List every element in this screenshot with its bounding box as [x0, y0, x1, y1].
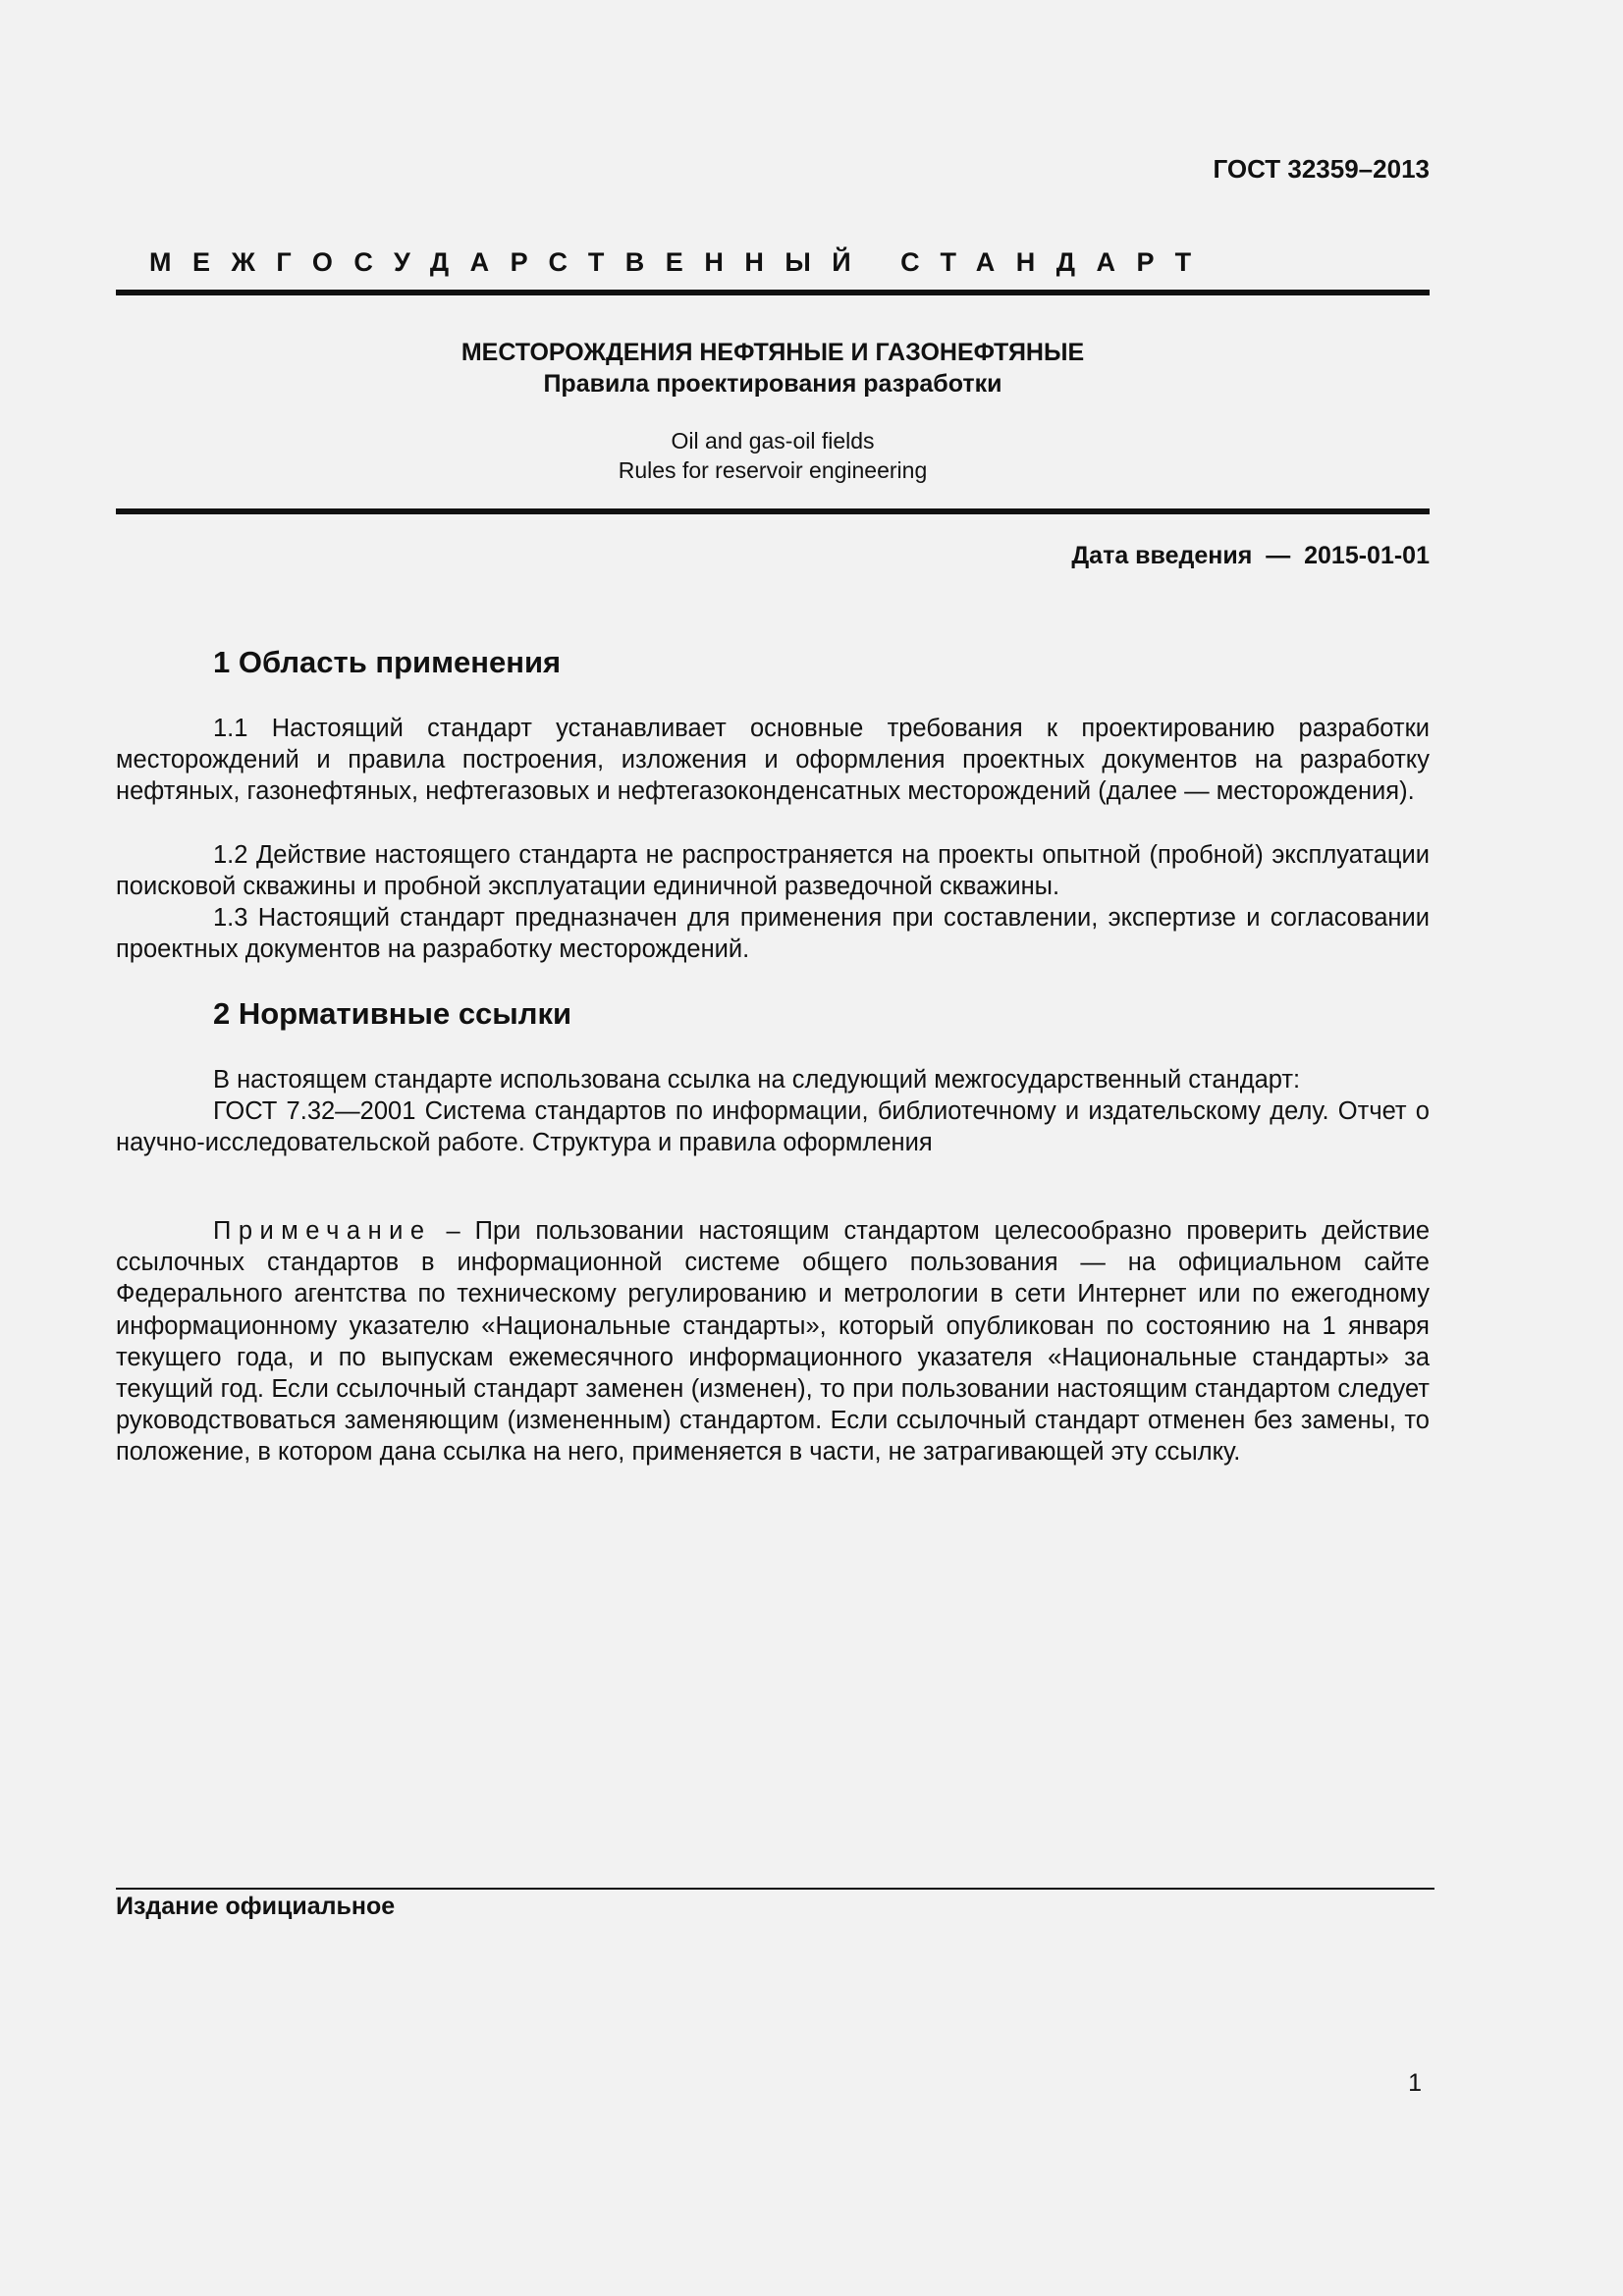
- title-rule: [116, 508, 1430, 514]
- paragraph-2-reference: ГОСТ 7.32—2001 Система стандартов по информации, библиотечному и издательскому делу. Отчет о научно-исследовательской работе. Структура и правила оформления: [116, 1097, 1430, 1157]
- title-ru-main: МЕСТОРОЖДЕНИЯ НЕФТЯНЫЕ И ГАЗОНЕФТЯНЫЕ: [460, 339, 1085, 366]
- document-page: [116, 0, 1430, 2296]
- introduction-date: Дата введения — 2015-01-01: [1071, 542, 1430, 569]
- document-number: ГОСТ 32359–2013: [1213, 154, 1430, 184]
- edition-label: Издание официальное: [116, 1893, 396, 1920]
- header-rule: [116, 290, 1430, 295]
- section-1-heading: 1 Область применения: [213, 645, 562, 679]
- section-2-heading: 2 Нормативные ссылки: [213, 996, 572, 1031]
- title-russian: [116, 337, 1430, 400]
- footer-rule: [116, 1888, 1434, 1890]
- title-english: [116, 426, 1430, 485]
- page-number: 1: [1408, 2069, 1422, 2097]
- paragraph-2-intro: В настоящем стандарте использована ссылка на следующий межгосударственный стандарт:: [213, 1066, 1301, 1094]
- note-text: – При пользовании настоящим стандартом целесообразно проверить действие ссылочных стандартов в информационной системе общего пользования — на официальном сайте Федерального агентства по техническому регулированию и метрологии в сети Интернет или по ежегодному информационному указателю «Национальные стандарты», который опубликован по состоянию на 1 января текущего года, и по выпускам ежемесячного информационного указателя «Национальные стандарты» за текущий год. Если ссылочный стандарт заменен (изменен), то при пользовании настоящим стандартом следует руководствоваться заменяющим (измененным) стандартом. Если ссылочный стандарт отменен без замены, то положение, в котором дана ссылка на него, применяется в части, не затрагивающей эту ссылку.: [116, 1217, 1430, 1467]
- paragraph-1-2: 1.2 Действие настоящего стандарта не распространяется на проекты опытной (пробной) эксплуатации поисковой скважины и пробной эксплуатации единичной разведочной скважины.: [116, 841, 1430, 901]
- note-label: Примечание: [213, 1217, 432, 1245]
- standard-kind: МЕЖГОСУДАРСТВЕННЫЙ СТАНДАРТ: [149, 247, 1213, 277]
- title-en-main: Oil and gas-oil fields: [671, 428, 875, 454]
- title-en-sub: Rules for reservoir engineering: [618, 457, 928, 483]
- paragraph-1-1: 1.1 Настоящий стандарт устанавливает основные требования к проектированию разработки месторождений и правила построения, изложения и оформления проектных документов на разработку нефтяных, газонефтяных, нефтегазовых и нефтегазоконденсатных месторождений (далее — месторождения).: [116, 715, 1430, 806]
- title-ru-sub: Правила проектирования разработки: [543, 370, 1002, 398]
- paragraph-1-3: 1.3 Настоящий стандарт предназначен для применения при составлении, экспертизе и согласовании проектных документов на разработку месторождений.: [116, 904, 1430, 964]
- note-paragraph: [116, 1215, 1430, 1468]
